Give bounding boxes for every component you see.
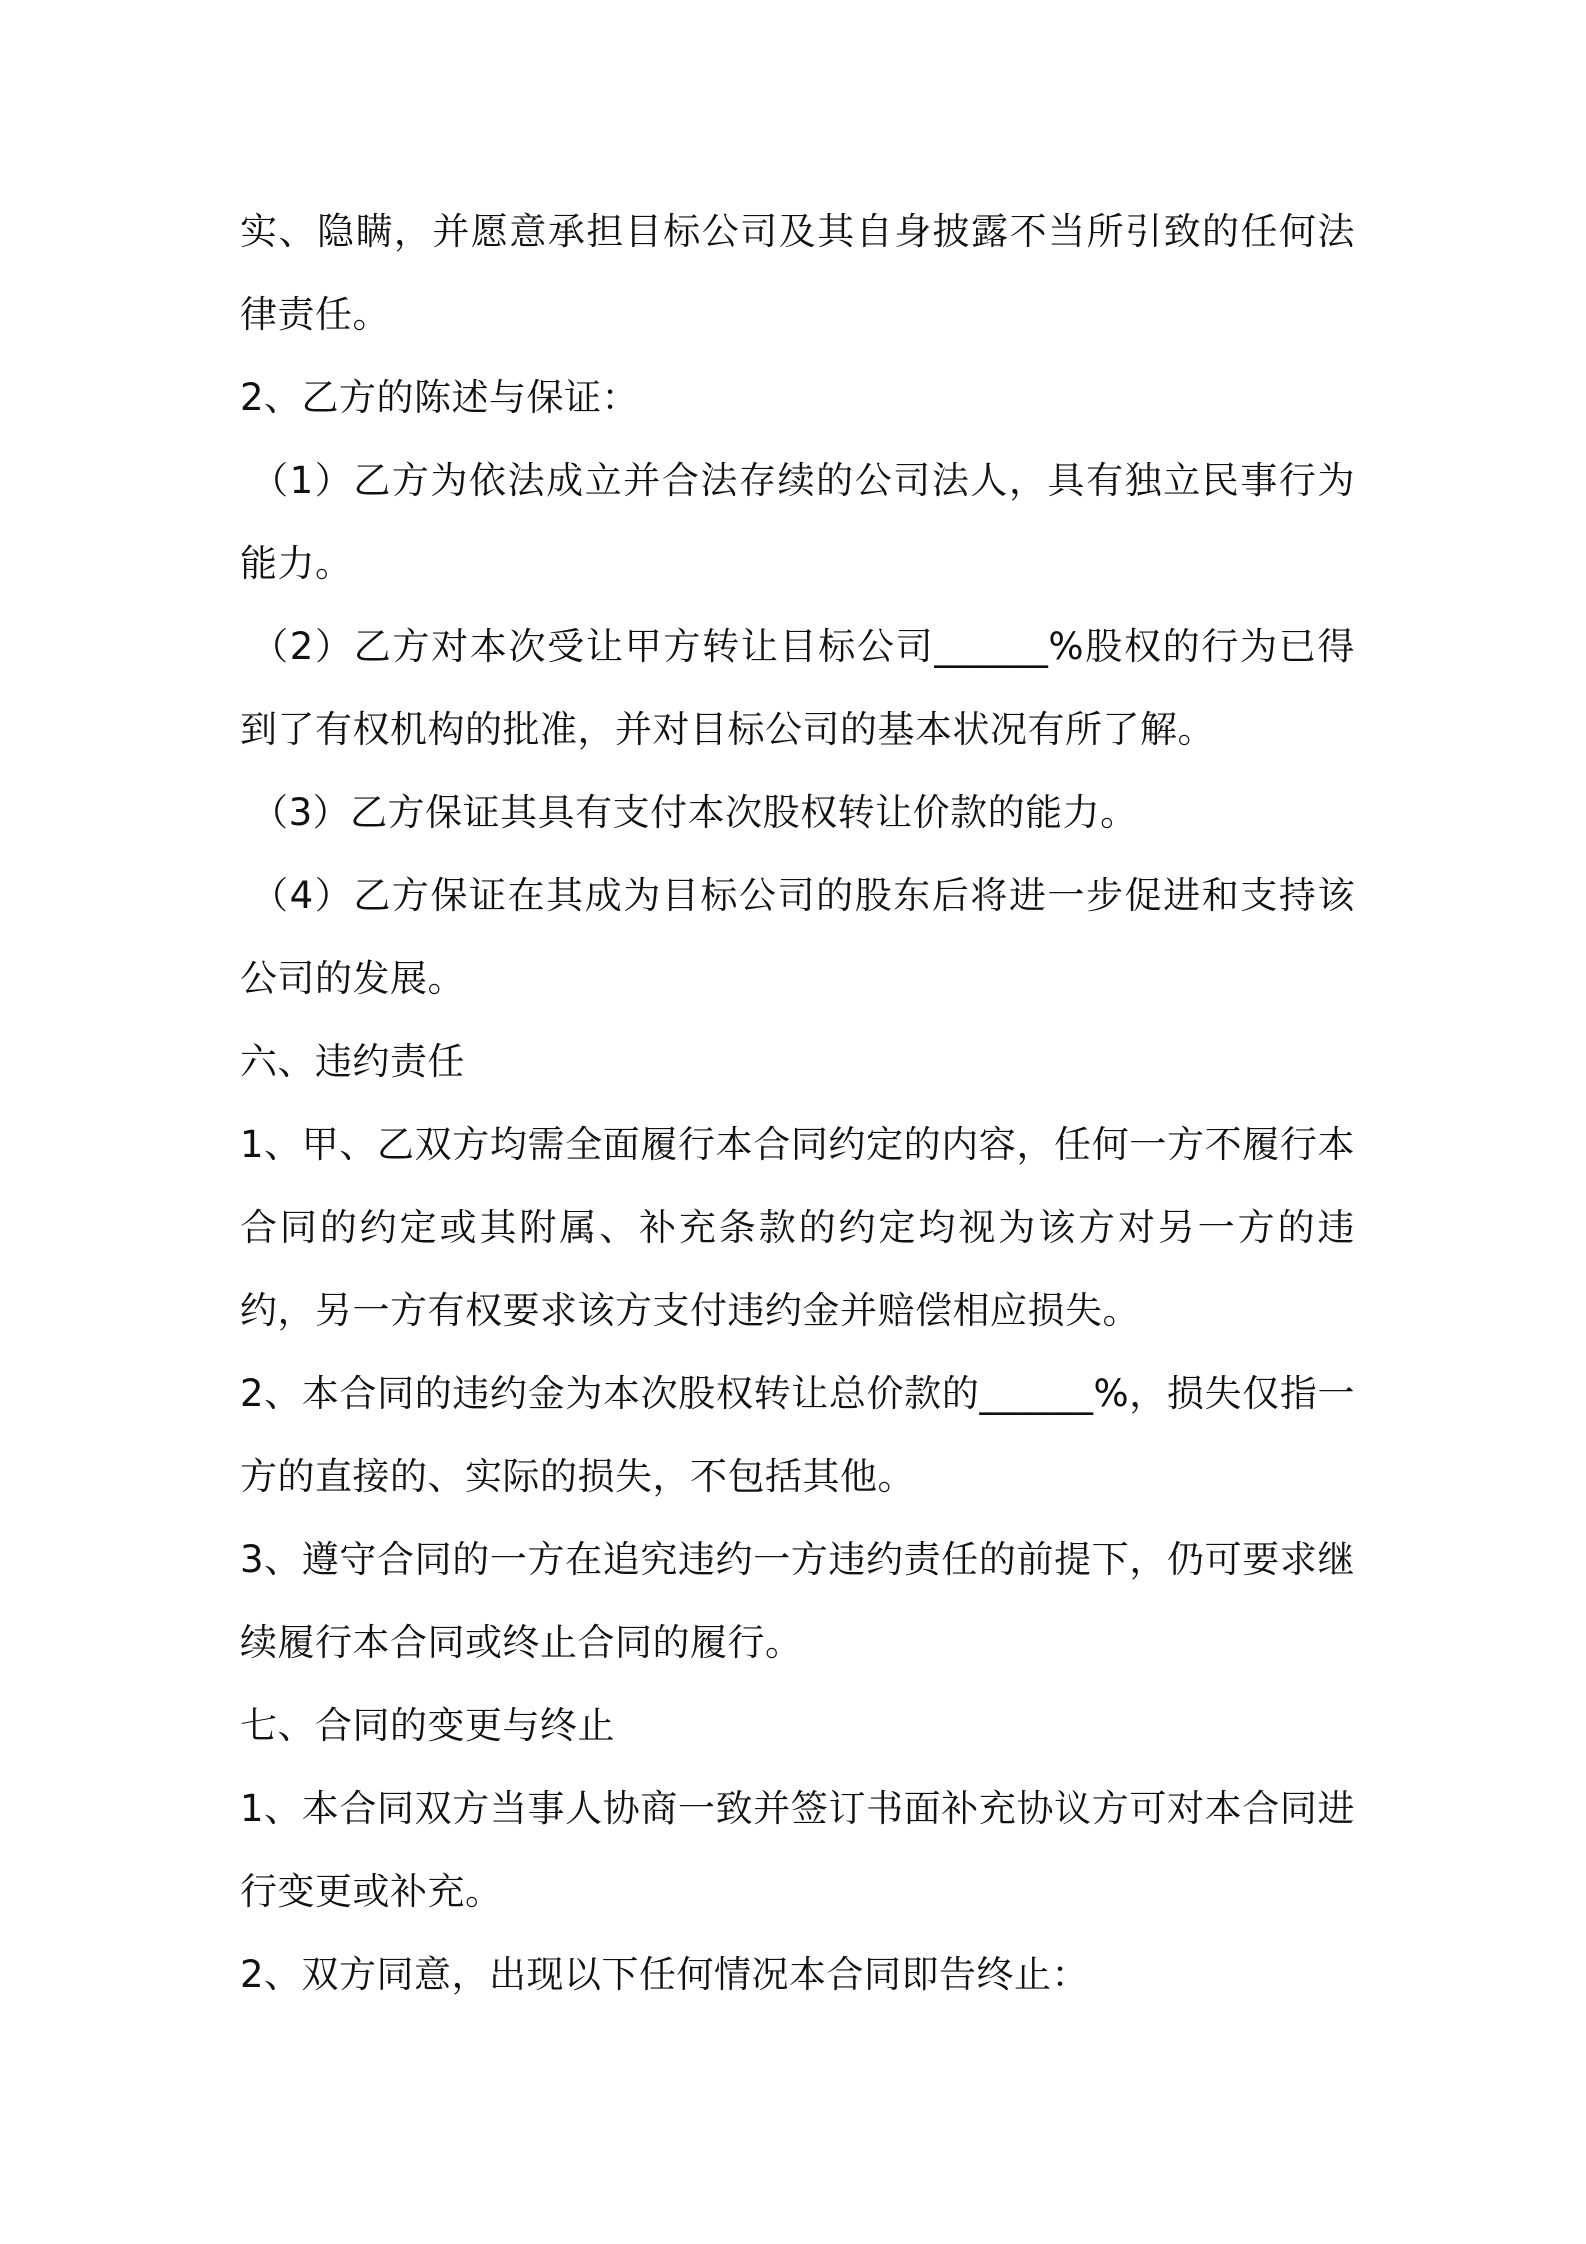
paragraph-party-b-item-4: （4）乙方保证在其成为目标公司的股东后将进一步促进和支持该公司的发展。: [240, 874, 1355, 1000]
paragraph-breach-clause-3: 3、遵守合同的一方在追究违约一方违约责任的前提下，仍可要求继续履行本合同或终止合同的履行。: [240, 1538, 1355, 1664]
paragraph-amendment-clause-2: 2、双方同意，出现以下任何情况本合同即告终止：: [240, 1953, 1090, 1996]
section-heading-breach-liability: 六、违约责任: [240, 1040, 465, 1083]
paragraph-party-b-item-3: （3）乙方保证其具有支付本次股权转让价款的能力。: [251, 791, 1138, 834]
paragraph-party-b-representations-heading: 2、乙方的陈述与保证：: [240, 376, 640, 419]
paragraph-party-b-item-2: （2）乙方对本次受让甲方转让目标公司______%股权的行为已得到了有权机构的批准，并对目标公司的基本状况有所了解。: [240, 625, 1355, 751]
paragraph-party-b-item-1: （1）乙方为依法成立并合法存续的公司法人，具有独立民事行为能力。: [240, 459, 1355, 585]
paragraph-breach-clause-2: 2、本合同的违约金为本次股权转让总价款的______%，损失仅指一方的直接的、实际的损失，不包括其他。: [240, 1372, 1355, 1498]
section-heading-amendment-termination: 七、合同的变更与终止: [240, 1704, 615, 1747]
paragraph-breach-clause-1: 1、甲、乙双方均需全面履行本合同约定的内容，任何一方不履行本合同的约定或其附属、补充条款的约定均视为该方对另一方的违约，另一方有权要求该方支付违约金并赔偿相应损失。: [240, 1123, 1355, 1332]
paragraph-disclosure-liability: 实、隐瞒，并愿意承担目标公司及其自身披露不当所引致的任何法律责任。: [240, 210, 1355, 336]
paragraph-amendment-clause-1: 1、本合同双方当事人协商一致并签订书面补充协议方可对本合同进行变更或补充。: [240, 1787, 1355, 1913]
document-body: [240, 190, 1355, 2016]
